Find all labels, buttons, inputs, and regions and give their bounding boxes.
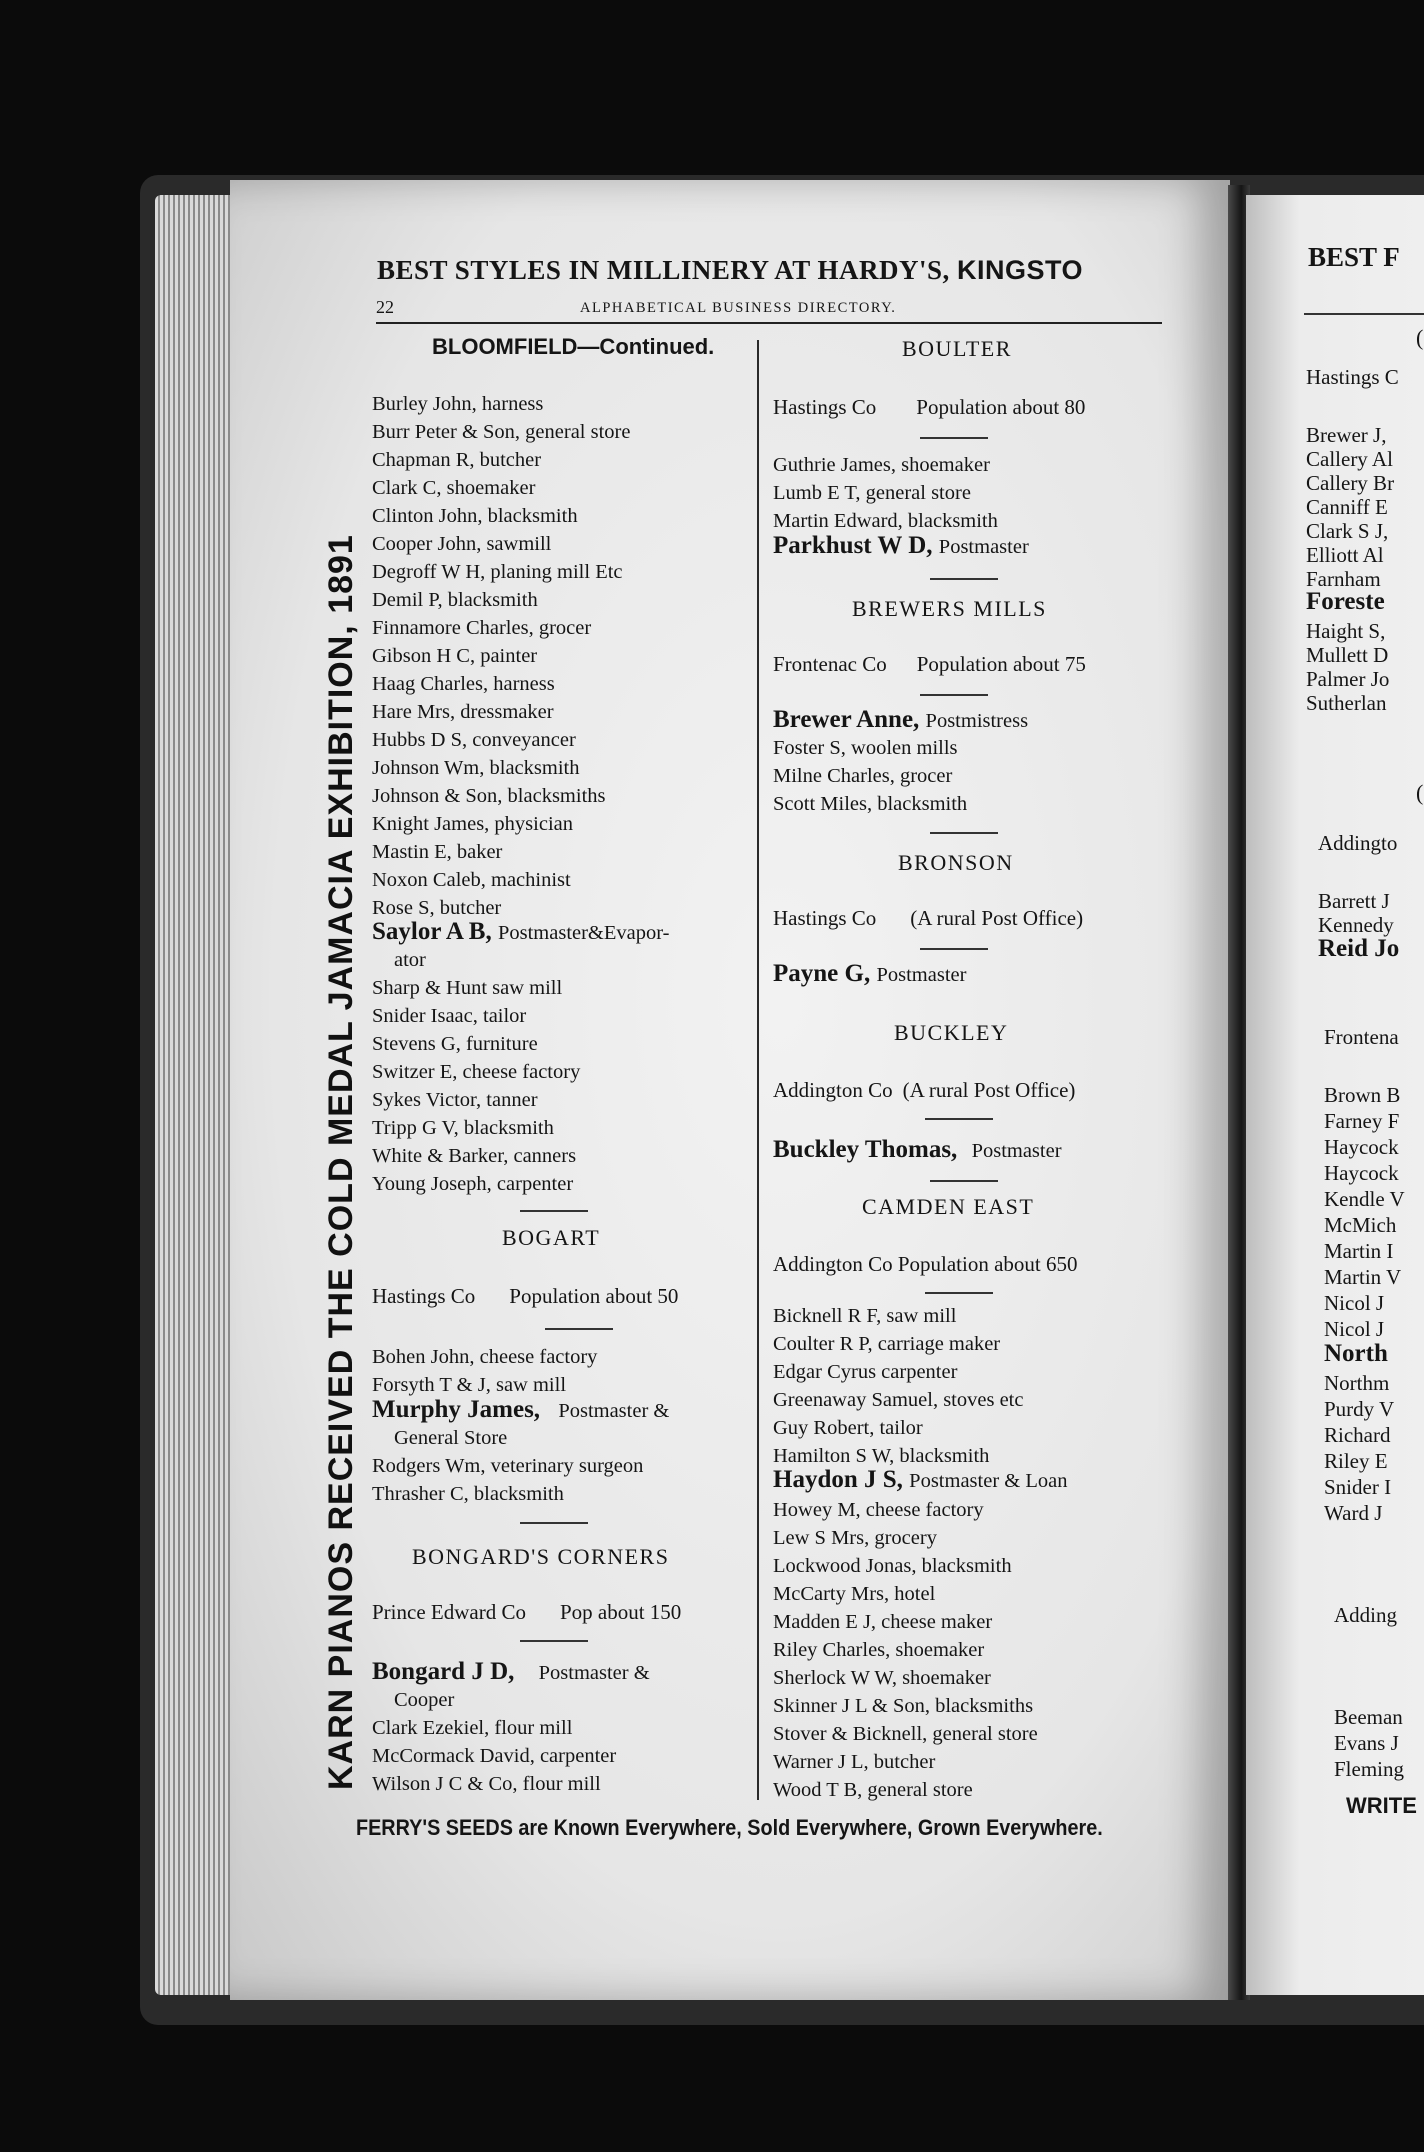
postmaster-entry: Bongard J D, Postmaster &: [372, 1658, 650, 1685]
list-item: Skinner J L & Son, blacksmiths: [773, 1695, 1034, 1717]
town-heading-camden-east: CAMDEN EAST: [862, 1194, 1035, 1219]
list-item: Edgar Cyrus carpenter: [773, 1361, 958, 1383]
list-item: Howey M, cheese factory: [773, 1499, 984, 1521]
list-item: Warner J L, butcher: [773, 1751, 936, 1773]
list-item: Foster S, woolen mills: [773, 737, 958, 759]
list-item: Burr Peter & Son, general store: [372, 421, 631, 443]
bloomfield-heading: BLOOMFIELD—Continued.: [432, 334, 715, 359]
list-item: Gibson H C, painter: [372, 645, 538, 667]
section-rule: [520, 1640, 588, 1642]
postmaster-entry: Saylor A B, Postmaster&Evapor-: [372, 918, 670, 945]
town-heading-brewers-mills: BREWERS MILLS: [852, 596, 1047, 621]
facing-line: Clark S J,: [1306, 519, 1389, 543]
facing-line: Farnham: [1306, 567, 1381, 591]
facing-line: Callery Al: [1306, 447, 1393, 471]
town-info: Hastings Co Population about 50: [372, 1284, 679, 1308]
facing-line: Evans J: [1334, 1731, 1399, 1755]
list-item: Hare Mrs, dressmaker: [372, 701, 554, 723]
list-item: Coulter R P, carriage maker: [773, 1333, 1001, 1355]
facing-line: Mullett D: [1306, 643, 1389, 667]
section-rule: [930, 1180, 998, 1182]
town-heading-bogart: BOGART: [502, 1225, 601, 1250]
section-rule: [920, 437, 988, 439]
facing-line: Haycock: [1324, 1135, 1399, 1159]
facing-page-rule: [1304, 313, 1424, 315]
list-item: Lew S Mrs, grocery: [773, 1527, 937, 1549]
list-item: General Store: [394, 1427, 508, 1449]
list-item: Haag Charles, harness: [372, 673, 555, 695]
facing-line: Haight S,: [1306, 619, 1386, 643]
list-item: Sykes Victor, tanner: [372, 1089, 538, 1111]
facing-line: Fleming: [1334, 1757, 1405, 1781]
facing-line: Addingto: [1318, 831, 1398, 855]
town-info: Hastings Co Population about 80: [773, 395, 1086, 419]
list-item: Stover & Bicknell, general store: [773, 1723, 1038, 1745]
list-item: Hubbs D S, conveyancer: [372, 729, 576, 751]
list-item: Wilson J C & Co, flour mill: [372, 1773, 601, 1795]
town-info: Addington Co Population about 650: [773, 1252, 1078, 1276]
facing-line: Haycock: [1324, 1161, 1399, 1185]
section-rule: [925, 1292, 993, 1294]
list-item: Demil P, blacksmith: [372, 589, 538, 611]
facing-line: Elliott Al: [1306, 543, 1384, 567]
town-heading-buckley: BUCKLEY: [894, 1020, 1009, 1045]
facing-line: Canniff E: [1306, 495, 1388, 519]
section-rule: [545, 1328, 613, 1330]
facing-line: Snider I: [1324, 1475, 1392, 1499]
facing-line: Nicol J: [1324, 1291, 1385, 1315]
side-advertisement: KARN PIANOS RECEIVED THE COLD MEDAL JAMACIA EXHIBITION, 1891: [322, 534, 360, 1790]
list-item: Milne Charles, grocer: [773, 765, 953, 787]
list-item: Sherlock W W, shoemaker: [773, 1667, 991, 1689]
section-rule: [930, 832, 998, 834]
list-item: Cooper: [394, 1689, 455, 1711]
postmaster-entry: Buckley Thomas, Postmaster: [773, 1136, 1062, 1163]
column-rule: [757, 340, 759, 1800]
list-item: Guy Robert, tailor: [773, 1417, 923, 1439]
bracket-mark: (: [1416, 780, 1424, 805]
list-item: ator: [394, 949, 426, 971]
town-heading-boulter: BOULTER: [902, 336, 1012, 361]
facing-line: Ward J: [1324, 1501, 1383, 1525]
list-item: Mastin E, baker: [372, 841, 503, 863]
list-item: Clark Ezekiel, flour mill: [372, 1717, 573, 1739]
list-item: Sharp & Hunt saw mill: [372, 977, 563, 999]
header-rule: [376, 322, 1162, 324]
facing-bold-line: North: [1324, 1340, 1388, 1367]
postmaster-entry: Haydon J S, Postmaster & Loan: [773, 1466, 1068, 1493]
facing-line: Callery Br: [1306, 471, 1395, 495]
list-item: Clark C, shoemaker: [372, 477, 536, 499]
facing-line: Brewer J,: [1306, 423, 1387, 447]
list-item: Clinton John, blacksmith: [372, 505, 578, 527]
list-item: Martin Edward, blacksmith: [773, 510, 998, 532]
town-info: Hastings Co (A rural Post Office): [773, 906, 1084, 930]
list-item: Rose S, butcher: [372, 897, 502, 919]
facing-page: [1246, 195, 1424, 1995]
list-item: Riley Charles, shoemaker: [773, 1639, 985, 1661]
facing-line: Riley E: [1324, 1449, 1388, 1473]
postmaster-entry: Parkhust W D, Postmaster: [773, 532, 1029, 559]
list-item: Chapman R, butcher: [372, 449, 542, 471]
facing-line: Palmer Jo: [1306, 667, 1390, 691]
list-item: Degroff W H, planing mill Etc: [372, 561, 623, 583]
facing-bottom-ad: WRITE: [1346, 1793, 1417, 1818]
facing-line: Frontena: [1324, 1025, 1399, 1049]
facing-line: Hastings C: [1306, 365, 1399, 389]
list-item: Johnson Wm, blacksmith: [372, 757, 580, 779]
list-item: Greenaway Samuel, stoves etc: [773, 1389, 1024, 1411]
list-item: Tripp G V, blacksmith: [372, 1117, 554, 1139]
list-item: Cooper John, sawmill: [372, 533, 552, 555]
page-number: 22: [376, 297, 394, 317]
facing-line: Sutherlan: [1306, 691, 1387, 715]
facing-line: Martin V: [1324, 1265, 1402, 1289]
town-info: Prince Edward Co Pop about 150: [372, 1600, 682, 1624]
running-head: ALPHABETICAL BUSINESS DIRECTORY.: [580, 300, 897, 316]
section-rule: [925, 1118, 993, 1120]
list-item: Bohen John, cheese factory: [372, 1346, 598, 1368]
section-rule: [520, 1210, 588, 1212]
facing-line: Kennedy: [1318, 913, 1394, 937]
town-info: Frontenac Co Population about 75: [773, 652, 1086, 676]
facing-bold-line: Reid Jo: [1318, 935, 1400, 962]
list-item: Lockwood Jonas, blacksmith: [773, 1555, 1012, 1577]
list-item: Rodgers Wm, veterinary surgeon: [372, 1455, 644, 1477]
facing-line: Richard: [1324, 1423, 1391, 1447]
postmaster-entry: Murphy James, Postmaster &: [372, 1396, 670, 1423]
facing-line: Beeman: [1334, 1705, 1403, 1729]
facing-line: Kendle V: [1324, 1187, 1405, 1211]
section-rule: [920, 948, 988, 950]
facing-line: Purdy V: [1324, 1397, 1395, 1421]
list-item: White & Barker, canners: [372, 1145, 577, 1167]
facing-line: Brown B: [1324, 1083, 1401, 1107]
section-rule: [520, 1522, 588, 1524]
facing-line: Farney F: [1324, 1109, 1400, 1133]
list-item: Wood T B, general store: [773, 1779, 973, 1801]
list-item: Hamilton S W, blacksmith: [773, 1445, 990, 1467]
list-item: Guthrie James, shoemaker: [773, 454, 990, 476]
list-item: Burley John, harness: [372, 393, 544, 415]
bottom-advertisement: FERRY'S SEEDS are Known Everywhere, Sold Everywhere, Grown Everywhere.: [356, 1815, 1103, 1840]
facing-bold-line: Foreste: [1306, 588, 1385, 615]
facing-line: Martin I: [1324, 1239, 1394, 1263]
list-item: Forsyth T & J, saw mill: [372, 1374, 567, 1396]
list-item: Stevens G, furniture: [372, 1033, 538, 1055]
list-item: Johnson & Son, blacksmiths: [372, 785, 606, 807]
list-item: Finnamore Charles, grocer: [372, 617, 592, 639]
section-rule: [920, 694, 988, 696]
facing-page-header: BEST F: [1308, 242, 1400, 272]
facing-line: Adding: [1334, 1603, 1397, 1627]
facing-line: Northm: [1324, 1371, 1390, 1395]
list-item: McCarty Mrs, hotel: [773, 1583, 936, 1605]
town-heading-bongards-corners: BONGARD'S CORNERS: [412, 1544, 670, 1569]
list-item: Snider Isaac, tailor: [372, 1005, 527, 1027]
list-item: Switzer E, cheese factory: [372, 1061, 581, 1083]
list-item: Noxon Caleb, machinist: [372, 869, 571, 891]
list-item: Knight James, physician: [372, 813, 573, 835]
list-item: Madden E J, cheese maker: [773, 1611, 993, 1633]
facing-line: Nicol J: [1324, 1317, 1385, 1341]
list-item: Young Joseph, carpenter: [372, 1173, 574, 1195]
list-item: Scott Miles, blacksmith: [773, 793, 968, 815]
header-advertisement: BEST STYLES IN MILLINERY AT HARDY'S, KINGSTO: [377, 255, 1083, 285]
town-heading-bronson: BRONSON: [898, 850, 1014, 875]
facing-line: McMich: [1324, 1213, 1397, 1237]
list-item: McCormack David, carpenter: [372, 1745, 617, 1767]
section-rule: [930, 578, 998, 580]
postmaster-entry: Brewer Anne, Postmistress: [773, 706, 1029, 733]
bracket-mark: (: [1416, 325, 1424, 350]
list-item: Lumb E T, general store: [773, 482, 971, 504]
postmaster-entry: Payne G, Postmaster: [773, 960, 967, 987]
list-item: Thrasher C, blacksmith: [372, 1483, 564, 1505]
facing-line: Barrett J: [1318, 889, 1390, 913]
town-info: Addington Co (A rural Post Office): [773, 1078, 1076, 1102]
list-item: Bicknell R F, saw mill: [773, 1305, 957, 1327]
